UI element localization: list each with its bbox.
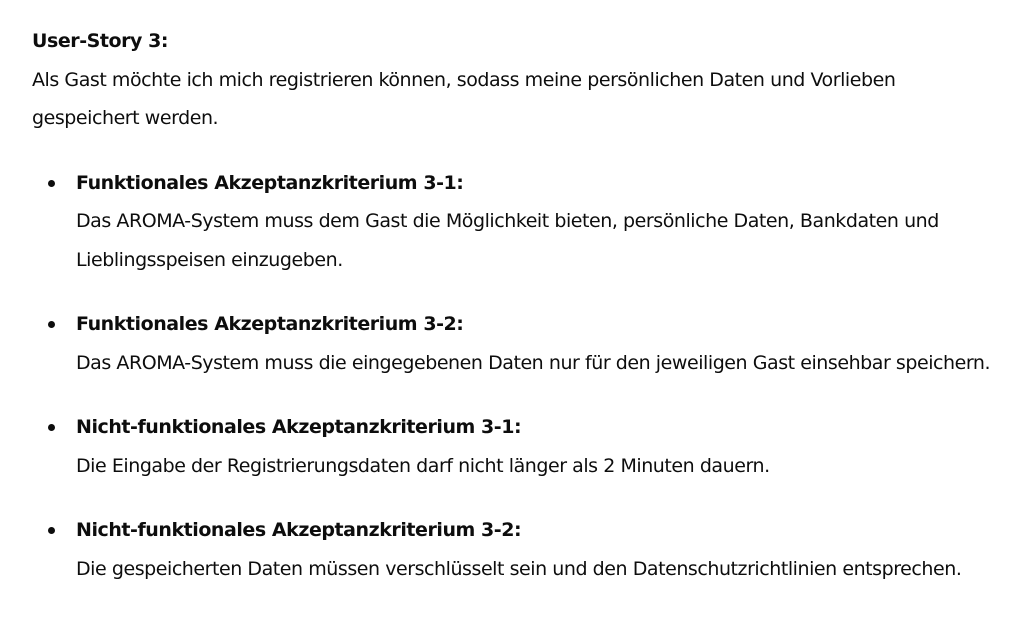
- bullet-icon: [48, 527, 55, 534]
- criteria-text: Das AROMA-System muss dem Gast die Möglichkeit bieten, persönliche Daten, Bankdaten und Lieblingsspeisen einzugeben.: [76, 210, 939, 271]
- story-title: User-Story 3:: [32, 30, 169, 52]
- criteria-item: [32, 164, 1023, 280]
- bullet-icon: [48, 424, 55, 431]
- criteria-item: [32, 305, 1023, 382]
- bullet-icon: [48, 180, 55, 187]
- criteria-text: Das AROMA-System muss die eingegebenen Daten nur für den jeweiligen Gast einsehbar speichern.: [76, 351, 991, 374]
- bullet-icon: [48, 321, 55, 328]
- criteria-item: [32, 408, 1023, 485]
- story-text: Als Gast möchte ich mich registrieren können, sodass meine persönlichen Daten und Vorlieben gespeichert werden.: [32, 68, 896, 129]
- criteria-title: Funktionales Akzeptanzkriterium 3-1:: [76, 171, 464, 194]
- criteria-title: Funktionales Akzeptanzkriterium 3-2:: [76, 313, 464, 335]
- criteria-item: [32, 511, 1023, 588]
- criteria-text: Die gespeicherten Daten müssen verschlüsselt sein und den Datenschutzrichtlinien entsprechen.: [76, 557, 962, 580]
- criteria-text: Die Eingabe der Registrierungsdaten darf nicht länger als 2 Minuten dauern.: [76, 454, 770, 477]
- criteria-title: Nicht-funktionales Akzeptanzkriterium 3-1:: [76, 416, 522, 438]
- criteria-list: [32, 164, 1023, 589]
- criteria-title: Nicht-funktionales Akzeptanzkriterium 3-2:: [76, 519, 522, 541]
